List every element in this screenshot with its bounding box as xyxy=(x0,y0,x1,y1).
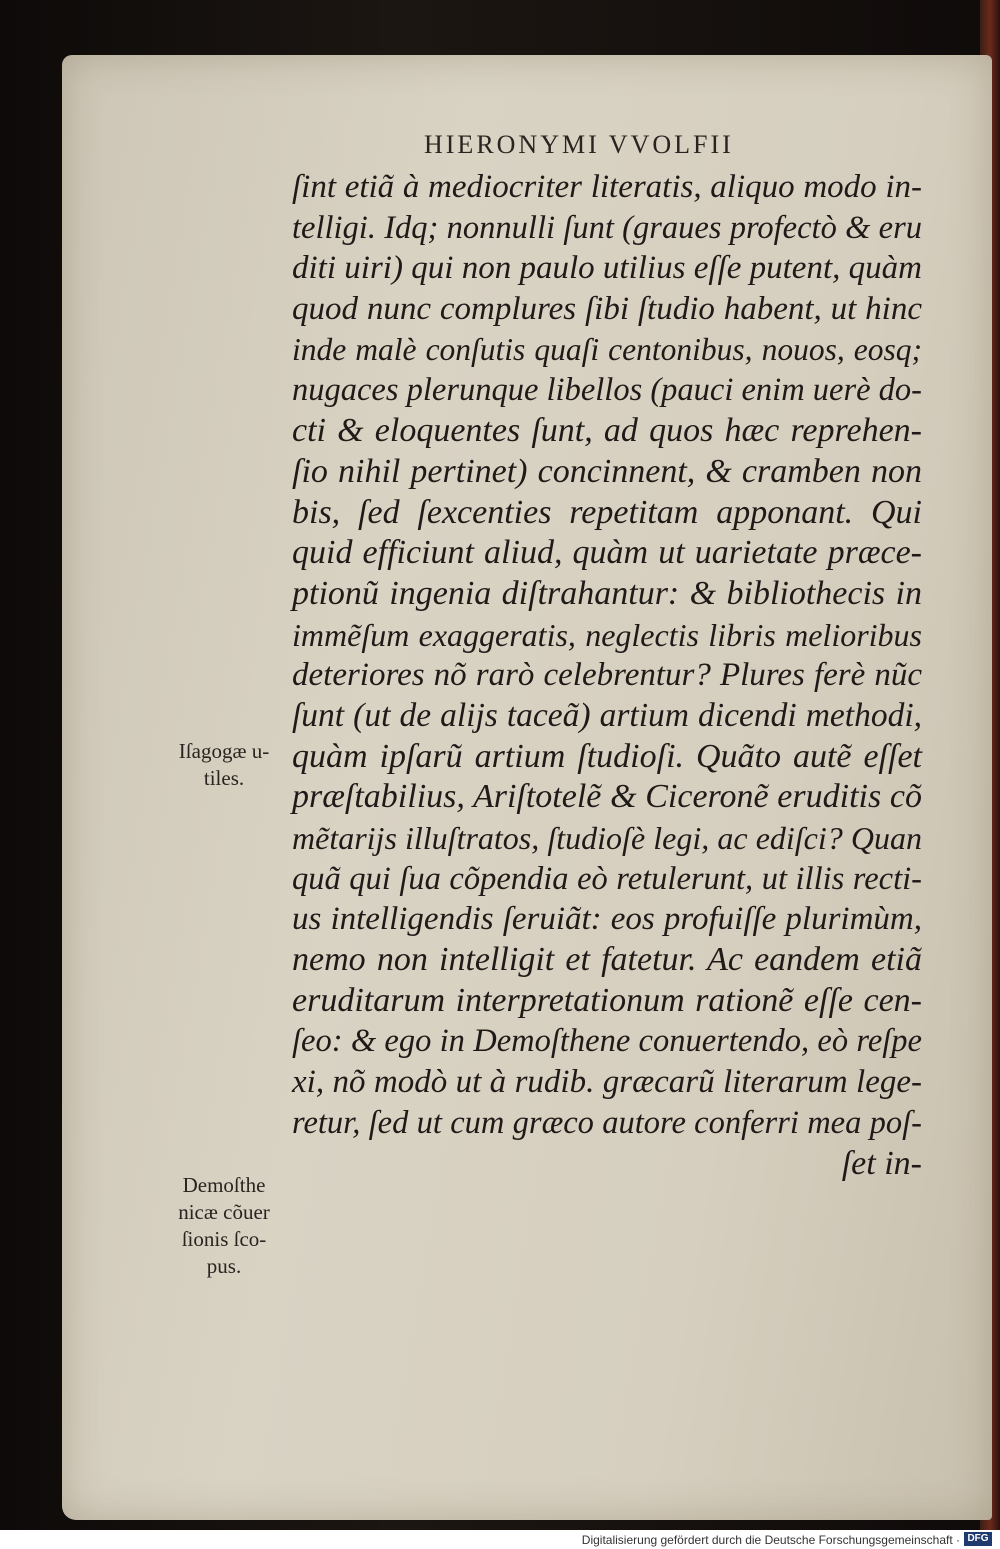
text-line: inde malè conſutis quaſi centonibus, nouos, eosq; xyxy=(292,331,922,367)
dfg-logo: DFG xyxy=(964,1532,992,1546)
text-line: mẽtarijs illuſtratos, ſtudioſè legi, ac ediſci? Quan xyxy=(292,820,922,856)
text-line: ſio nihil pertinet) concinnent, & cramben non xyxy=(292,452,922,490)
margin-note-line: Iſagogæ u- xyxy=(178,739,270,763)
margin-note-line: tiles. xyxy=(203,766,245,790)
text-line: quid efficiunt aliud, quàm ut uarietate præce- xyxy=(292,534,922,572)
text-line: nugaces plerunque libellos (pauci enim uerè do- xyxy=(292,372,922,409)
text-line: quã qui ſua cõpendia eò retulerunt, ut illis recti- xyxy=(292,860,922,897)
text-line: præſtabilius, Ariſtotelẽ & Ciceronẽ eruditis cõ xyxy=(292,778,922,816)
text-line: eruditarum interpretationum rationẽ eſſe cen- xyxy=(292,981,922,1019)
margin-note-line: nicæ cõuer xyxy=(178,1200,270,1224)
text-line: diti uiri) qui non paulo utilius eſſe putent, quàm xyxy=(292,250,922,287)
text-line: cti & eloquentes ſunt, ad quos hæc reprehen- xyxy=(292,412,922,450)
text-line: immẽſum exaggeratis, neglectis libris melioribus xyxy=(292,616,922,653)
margin-note-line: ſionis ſco- xyxy=(181,1227,267,1251)
funding-notice: Digitalisierung gefördert durch die Deutsche Forschungsgemeinschaft · xyxy=(581,1533,960,1547)
margin-note-isagogae xyxy=(160,738,288,792)
digitization-footer xyxy=(0,1530,1000,1549)
text-line: quàm ipſarũ artium ſtudioſi. Quãto autẽ eſſet xyxy=(292,737,922,775)
margin-note-line: Demoſthe xyxy=(182,1173,266,1197)
margin-note-line: pus. xyxy=(206,1254,242,1278)
text-line: bis, ſed ſexcenties repetitam apponant. Qui xyxy=(292,493,922,531)
text-line: retur, ſed ut cum græco autore conferri mea poſ- xyxy=(292,1104,922,1141)
text-line: ſunt (ut de alijs taceã) artium dicendi methodi, xyxy=(292,696,922,734)
text-line: telligi. Idq; nonnulli ſunt (graues profectò & eru xyxy=(292,209,922,246)
body-text xyxy=(292,167,922,1184)
margin-note-demosthenes xyxy=(160,1172,288,1280)
catchword-line: ſet in- xyxy=(841,1144,922,1182)
running-header: HIERONYMI VVOLFII xyxy=(424,130,734,159)
text-line: ſeo: & ego in Demoſthene conuertendo, eò reſpe xyxy=(292,1023,922,1060)
text-line: ſint etiã à mediocriter literatis, aliquo modo in- xyxy=(292,169,922,205)
text-line: ptionũ ingenia diſtrahantur: & bibliothecis in xyxy=(292,574,922,612)
text-line: nemo non intelligit et fatetur. Ac eandem etiã xyxy=(292,941,922,979)
text-line: xi, nõ modò ut à rudib. græcarũ literarum lege- xyxy=(292,1064,922,1101)
text-line: quod nunc complures ſibi ſtudio habent, ut hinc xyxy=(292,291,922,328)
text-line: us intelligendis ſeruiãt: eos profuiſſe plurimùm, xyxy=(292,901,922,938)
text-line: deteriores nõ rarò celebrentur? Plures ferè nũc xyxy=(292,657,922,694)
